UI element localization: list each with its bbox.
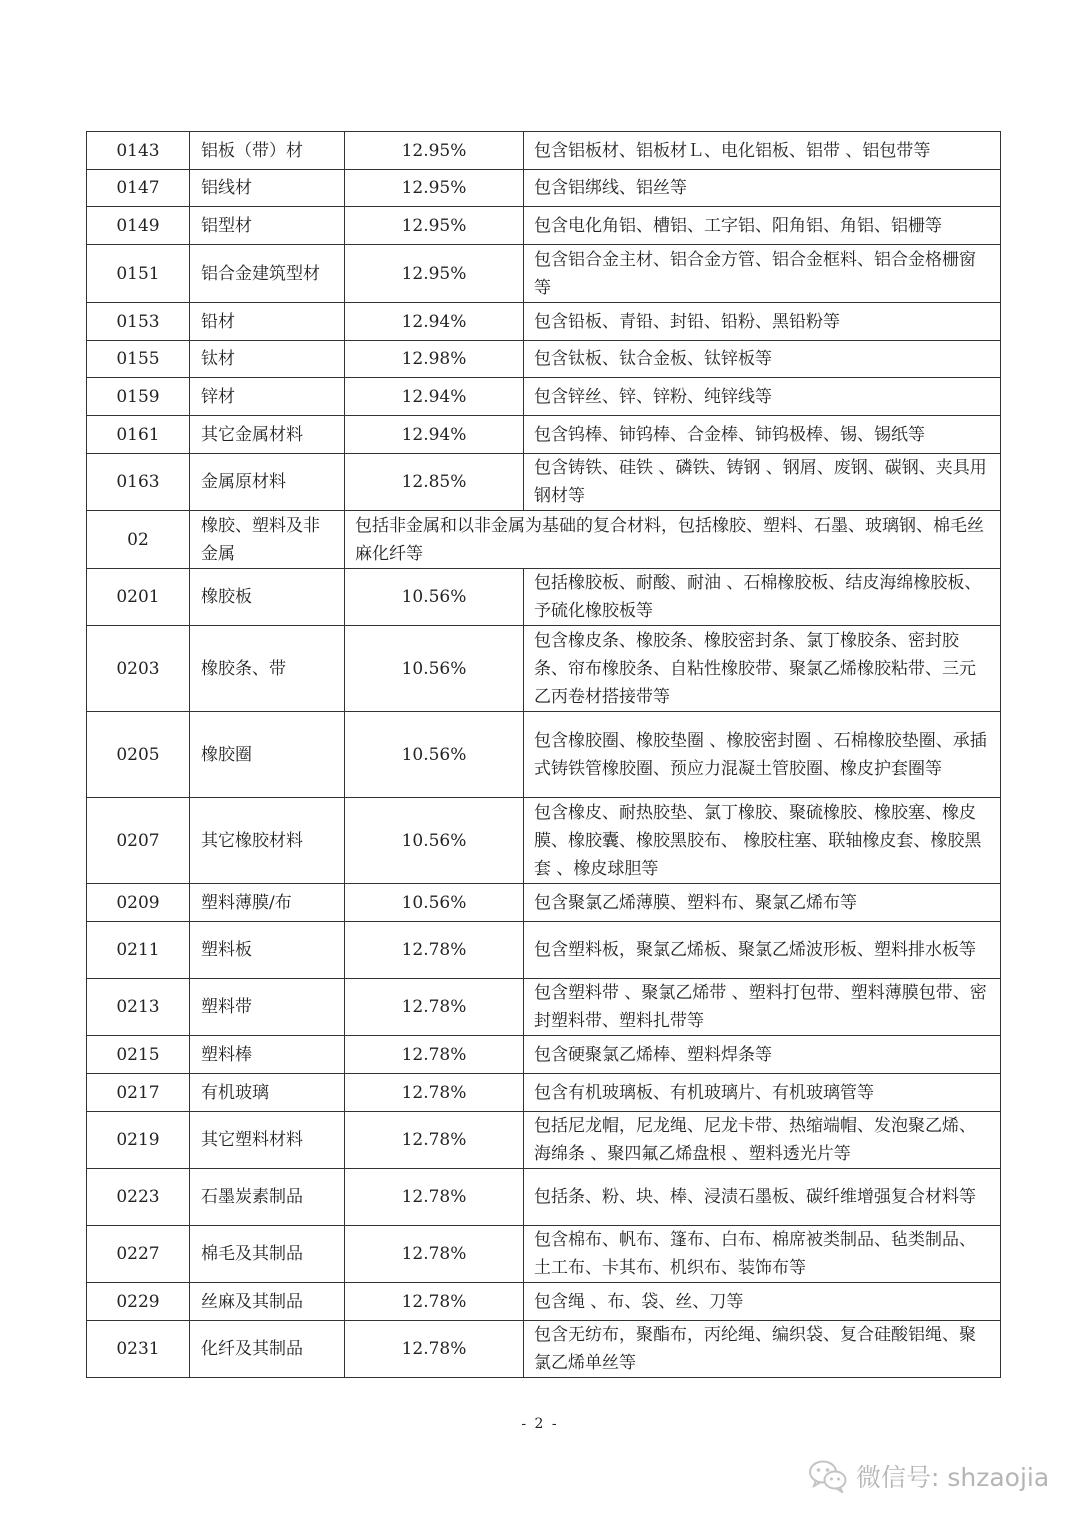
category-code-cell: 0207 — [87, 798, 190, 884]
table-row — [87, 303, 1001, 341]
rate-cell: 12.85% — [345, 454, 524, 511]
category-name-cell: 铝板（带）材 — [190, 132, 345, 170]
rate-cell: 10.56% — [345, 626, 524, 712]
rate-cell: 12.78% — [345, 1283, 524, 1321]
table-row — [87, 922, 1001, 979]
category-code-cell: 0163 — [87, 454, 190, 511]
description-cell: 包含橡胶圈、橡胶垫圈 、橡胶密封圈 、石棉橡胶垫圈、承插式铸铁管橡胶圈、预应力混凝土管胶圈、橡皮护套圈等 — [524, 712, 1001, 798]
description-cell: 包含塑料带 、聚氯乙烯带 、塑料打包带、塑料薄膜包带、密封塑料带、塑料扎带等 — [524, 979, 1001, 1036]
rate-cell: 12.78% — [345, 1321, 524, 1378]
category-code-cell: 0219 — [87, 1112, 190, 1169]
description-cell: 包含铝板材、铝板材Ｌ、电化铝板、铝带 、铝包带等 — [524, 132, 1001, 170]
category-description-cell: 包括非金属和以非金属为基础的复合材料，包括橡胶、塑料、石墨、玻璃钢、棉毛丝麻化纤等 — [345, 511, 1001, 569]
description-cell: 包含塑料板，聚氯乙烯板、聚氯乙烯波形板、塑料排水板等 — [524, 922, 1001, 979]
rate-cell: 12.95% — [345, 170, 524, 207]
table-body — [87, 132, 1001, 1378]
table-row — [87, 626, 1001, 712]
table-row — [87, 712, 1001, 798]
table-row — [87, 1169, 1001, 1226]
category-name-cell: 橡胶条、带 — [190, 626, 345, 712]
rate-cell: 10.56% — [345, 712, 524, 798]
description-cell: 包含有机玻璃板、有机玻璃片、有机玻璃管等 — [524, 1074, 1001, 1112]
table-row — [87, 511, 1001, 569]
table-row — [87, 1321, 1001, 1378]
category-name-cell: 其它金属材料 — [190, 416, 345, 454]
table-row — [87, 1112, 1001, 1169]
rate-cell: 10.56% — [345, 884, 524, 922]
table-row — [87, 207, 1001, 245]
table-row — [87, 378, 1001, 416]
table-row — [87, 884, 1001, 922]
category-name-cell: 铝合金建筑型材 — [190, 245, 345, 303]
category-name-cell: 有机玻璃 — [190, 1074, 345, 1112]
category-code-cell: 0149 — [87, 207, 190, 245]
rate-cell: 12.94% — [345, 303, 524, 341]
category-code-cell: 0209 — [87, 884, 190, 922]
description-cell: 包括条、粉、块、棒、浸渍石墨板、碳纤维增强复合材料等 — [524, 1169, 1001, 1226]
category-code-cell: 0155 — [87, 341, 190, 378]
category-code-cell: 0201 — [87, 569, 190, 626]
category-code-cell: 0229 — [87, 1283, 190, 1321]
category-code-cell: 0161 — [87, 416, 190, 454]
rate-cell: 12.98% — [345, 341, 524, 378]
category-code-cell: 0223 — [87, 1169, 190, 1226]
table-row — [87, 1036, 1001, 1074]
rate-cell: 12.78% — [345, 922, 524, 979]
rate-cell: 12.78% — [345, 979, 524, 1036]
description-cell: 包含铅板、青铅、封铅、铅粉、黑铅粉等 — [524, 303, 1001, 341]
description-cell: 包含铸铁、硅铁 、磷铁、铸钢 、钢屑、废钢、碳钢、夹具用钢材等 — [524, 454, 1001, 511]
category-code-cell: 0215 — [87, 1036, 190, 1074]
category-name-cell: 金属原材料 — [190, 454, 345, 511]
description-cell: 包括橡胶板、耐酸、耐油 、石棉橡胶板、结皮海绵橡胶板、予硫化橡胶板等 — [524, 569, 1001, 626]
rate-cell: 10.56% — [345, 569, 524, 626]
table-row — [87, 245, 1001, 303]
table-row — [87, 569, 1001, 626]
rate-cell: 12.95% — [345, 207, 524, 245]
rate-cell: 12.78% — [345, 1226, 524, 1283]
category-name-cell: 钛材 — [190, 341, 345, 378]
description-cell: 包含绳 、布、袋、丝、刀等 — [524, 1283, 1001, 1321]
category-name-cell: 橡胶、塑料及非金属 — [190, 511, 345, 569]
rate-cell: 12.95% — [345, 245, 524, 303]
description-cell: 包含橡皮、耐热胶垫、氯丁橡胶、聚硫橡胶、橡胶塞、橡皮膜、橡胶囊、橡胶黑胶布、 橡胶柱塞、联轴橡皮套、橡胶黑套 、橡皮球胆等 — [524, 798, 1001, 884]
wechat-icon — [808, 1459, 848, 1493]
category-code-cell: 0227 — [87, 1226, 190, 1283]
table-row — [87, 1074, 1001, 1112]
category-name-cell: 石墨炭素制品 — [190, 1169, 345, 1226]
category-code-cell: 0159 — [87, 378, 190, 416]
table-row — [87, 170, 1001, 207]
category-code-cell: 0151 — [87, 245, 190, 303]
table-row — [87, 1226, 1001, 1283]
material-rate-table — [86, 131, 1001, 1378]
description-cell: 包括尼龙帽，尼龙绳、尼龙卡带、热缩端帽、发泡聚乙烯、海绵条 、聚四氟乙烯盘根 、塑料透光片等 — [524, 1112, 1001, 1169]
category-name-cell: 塑料板 — [190, 922, 345, 979]
category-name-cell: 塑料带 — [190, 979, 345, 1036]
category-code-cell: 0231 — [87, 1321, 190, 1378]
category-name-cell: 其它塑料材料 — [190, 1112, 345, 1169]
category-name-cell: 塑料薄膜/布 — [190, 884, 345, 922]
category-code-cell: 0147 — [87, 170, 190, 207]
category-code-cell: 02 — [87, 511, 190, 569]
rate-cell: 12.95% — [345, 132, 524, 170]
description-cell: 包含橡皮条、橡胶条、橡胶密封条、氯丁橡胶条、密封胶条、帘布橡胶条、自粘性橡胶带、聚氯乙烯橡胶粘带、三元乙丙卷材搭接带等 — [524, 626, 1001, 712]
category-code-cell: 0213 — [87, 979, 190, 1036]
table-row — [87, 979, 1001, 1036]
category-name-cell: 锌材 — [190, 378, 345, 416]
description-cell: 包含铝绑线、铝丝等 — [524, 170, 1001, 207]
category-name-cell: 塑料棒 — [190, 1036, 345, 1074]
category-name-cell: 橡胶圈 — [190, 712, 345, 798]
table-row — [87, 454, 1001, 511]
category-name-cell: 铝型材 — [190, 207, 345, 245]
description-cell: 包含无纺布，聚酯布，丙纶绳、编织袋、复合硅酸铝绳、聚氯乙烯单丝等 — [524, 1321, 1001, 1378]
wechat-watermark — [808, 1456, 1049, 1496]
rate-cell: 12.94% — [345, 378, 524, 416]
category-code-cell: 0153 — [87, 303, 190, 341]
description-cell: 包含电化角铝、槽铝、工字铝、阳角铝、角铝、铝栅等 — [524, 207, 1001, 245]
category-code-cell: 0205 — [87, 712, 190, 798]
rate-cell: 10.56% — [345, 798, 524, 884]
category-name-cell: 丝麻及其制品 — [190, 1283, 345, 1321]
category-code-cell: 0211 — [87, 922, 190, 979]
table-row — [87, 416, 1001, 454]
category-name-cell: 铝线材 — [190, 170, 345, 207]
description-cell: 包含铝合金主材、铝合金方管、铝合金框料、铝合金格栅窗等 — [524, 245, 1001, 303]
watermark-text: 微信号: shzaojia — [856, 1463, 1050, 1492]
category-code-cell: 0217 — [87, 1074, 190, 1112]
table-row — [87, 798, 1001, 884]
category-name-cell: 铅材 — [190, 303, 345, 341]
category-code-cell: 0143 — [87, 132, 190, 170]
rate-cell: 12.78% — [345, 1036, 524, 1074]
description-cell: 包含锌丝、锌、锌粉、纯锌线等 — [524, 378, 1001, 416]
description-cell: 包含钛板、钛合金板、钛锌板等 — [524, 341, 1001, 378]
description-cell: 包含硬聚氯乙烯棒、塑料焊条等 — [524, 1036, 1001, 1074]
table-row — [87, 1283, 1001, 1321]
category-code-cell: 0203 — [87, 626, 190, 712]
description-cell: 包含钨棒、铈钨棒、合金棒、铈钨极棒、锡、锡纸等 — [524, 416, 1001, 454]
rate-cell: 12.78% — [345, 1169, 524, 1226]
table-row — [87, 132, 1001, 170]
category-name-cell: 棉毛及其制品 — [190, 1226, 345, 1283]
rate-cell: 12.78% — [345, 1112, 524, 1169]
description-cell: 包含棉布、帆布、篷布、白布、棉席被类制品、毡类制品、土工布、卡其布、机织布、装饰布等 — [524, 1226, 1001, 1283]
page-number: - 2 - — [521, 1416, 559, 1432]
description-cell: 包含聚氯乙烯薄膜、塑料布、聚氯乙烯布等 — [524, 884, 1001, 922]
table-row — [87, 341, 1001, 378]
category-name-cell: 橡胶板 — [190, 569, 345, 626]
category-name-cell: 其它橡胶材料 — [190, 798, 345, 884]
category-name-cell: 化纤及其制品 — [190, 1321, 345, 1378]
rate-cell: 12.94% — [345, 416, 524, 454]
rate-cell: 12.78% — [345, 1074, 524, 1112]
